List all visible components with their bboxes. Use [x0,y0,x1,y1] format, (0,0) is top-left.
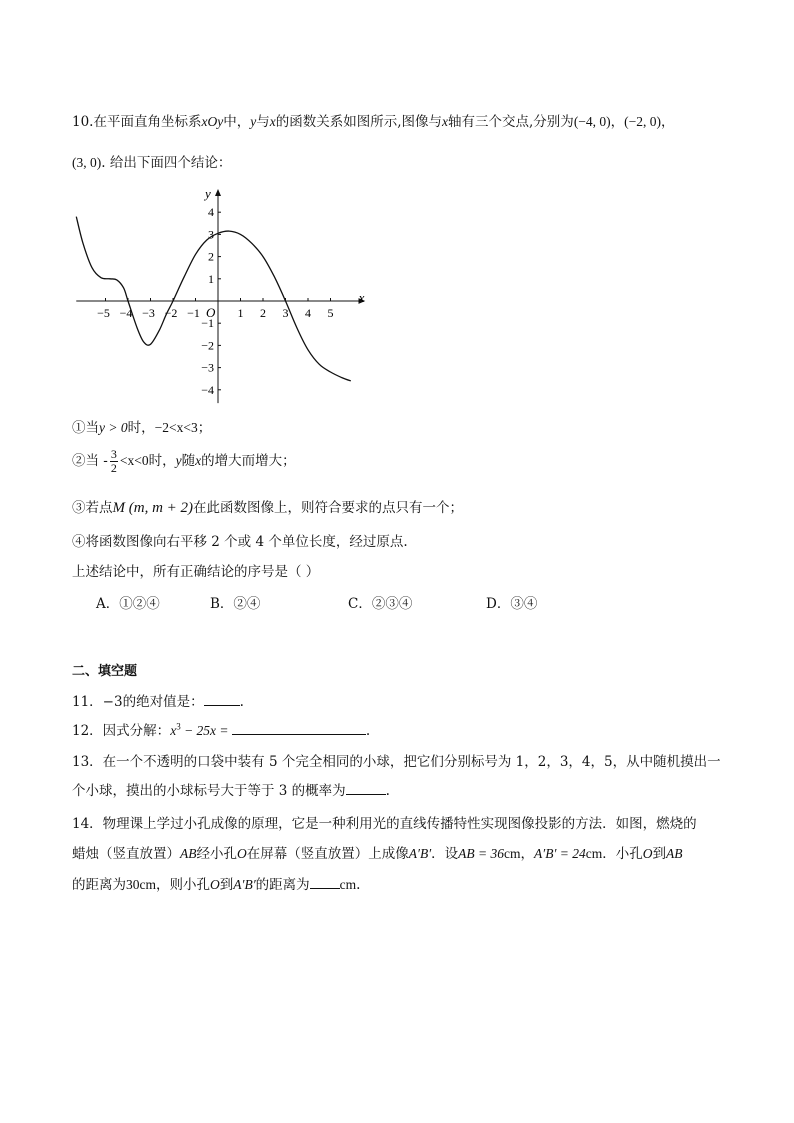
section-title: 二、填空题 [72,664,138,679]
q10-point2: (−2, 0) [624,114,662,129]
x-tick-label: 1 [237,306,244,320]
conclusion-1: ①当y > 0时，−2<x<3； [72,420,212,436]
q13-line2: 个小球，摸出的小球标号大于等于 3 的概率为 . [72,783,390,799]
q11-blank[interactable] [204,693,240,706]
q10-lead: 10.在平面直角坐标系 [72,114,202,130]
conclusion-2: ②当 - $\frac{3}{2}$ <x<0时，y随x的增大而增大； [72,447,296,475]
q12: 12．因式分解：$x^3 - 25x$ = . [72,721,371,739]
x-tick-label: −2 [164,306,178,320]
q14-blank[interactable] [310,876,340,889]
origin-label: O [206,305,216,320]
q14-line1: 14．物理课上学过小孔成像的原理，它是一种利用光的直线传播特性实现图像投影的方法．如图，燃烧的 [72,816,697,832]
x-tick-label: −3 [142,306,155,320]
function-graph [72,185,365,405]
fraction-three-halves: $\frac{3}{2}$ [110,447,117,475]
q10-point1: (−4, 0) [573,114,611,129]
q10-xoy: xOy [201,114,224,129]
q12-blank[interactable] [232,722,366,735]
conclusion-3: ③若点M (m, m + 2)在此函数图像上，则符合要求的点只有一个； [72,500,464,516]
q11: 11．−3的绝对值是： . [72,694,244,710]
x-tick-label: −1 [187,306,200,320]
q14-line3: 的距离为30cm，则小孔O到A′B′的距离为 cm. [72,877,361,893]
x-tick-label: 2 [260,306,266,320]
q10-point3: (3, 0) [72,155,102,170]
y-tick-label: −4 [201,382,214,397]
y-tick-label: −1 [201,316,214,331]
y-tick-label: −2 [201,338,214,353]
y-axis-label: y [205,186,211,201]
q10-line2: (3, 0). 给出下面四个结论： [72,155,232,171]
x-tick-label: 5 [327,306,334,320]
x-tick-label: 3 [282,306,289,320]
option-c[interactable]: C．②③④ [348,596,413,612]
q13-line1: 13．在一个不透明的口袋中装有 5 个完全相同的小球，把它们分别标号为 1，2，3，4，5，从中随机摸出一 [72,754,721,770]
option-d[interactable]: D．③④ [486,596,538,612]
q13-blank[interactable] [346,782,386,795]
x-axis-label: x [358,290,365,305]
q10-question: 上述结论中，所有正确结论的序号是（ ） [72,564,320,580]
y-tick-label: 2 [208,249,214,264]
x-tick-label: −5 [97,306,110,320]
y-tick-label: 3 [208,227,214,242]
y-tick-label: 1 [208,271,214,286]
y-tick-label: 4 [208,205,214,220]
option-b[interactable]: B．②④ [210,596,261,612]
y-tick-label: −3 [201,360,214,375]
x-tick-label: −4 [119,306,133,320]
q10-options [96,592,596,610]
option-a[interactable]: A．①②④ [96,596,160,612]
x-tick-label: 4 [305,306,311,320]
conclusion-4: ④将函数图像向右平移 2 个或 4 个单位长度，经过原点. [72,534,408,550]
q14-line2: 蜡烛（竖直放置）AB经小孔O在屏幕（竖直放置）上成像A′B′．设AB = 36cm，A′B′ = 24cm．小孔O到AB [72,846,683,862]
q10-line1: 10.在平面直角坐标系xOy中，y与x的函数关系如图所示,图像与x轴有三个交点,分别为(−4, 0)，(−2, 0)， [72,114,675,130]
point-m: M (m, m + 2) [112,500,194,516]
